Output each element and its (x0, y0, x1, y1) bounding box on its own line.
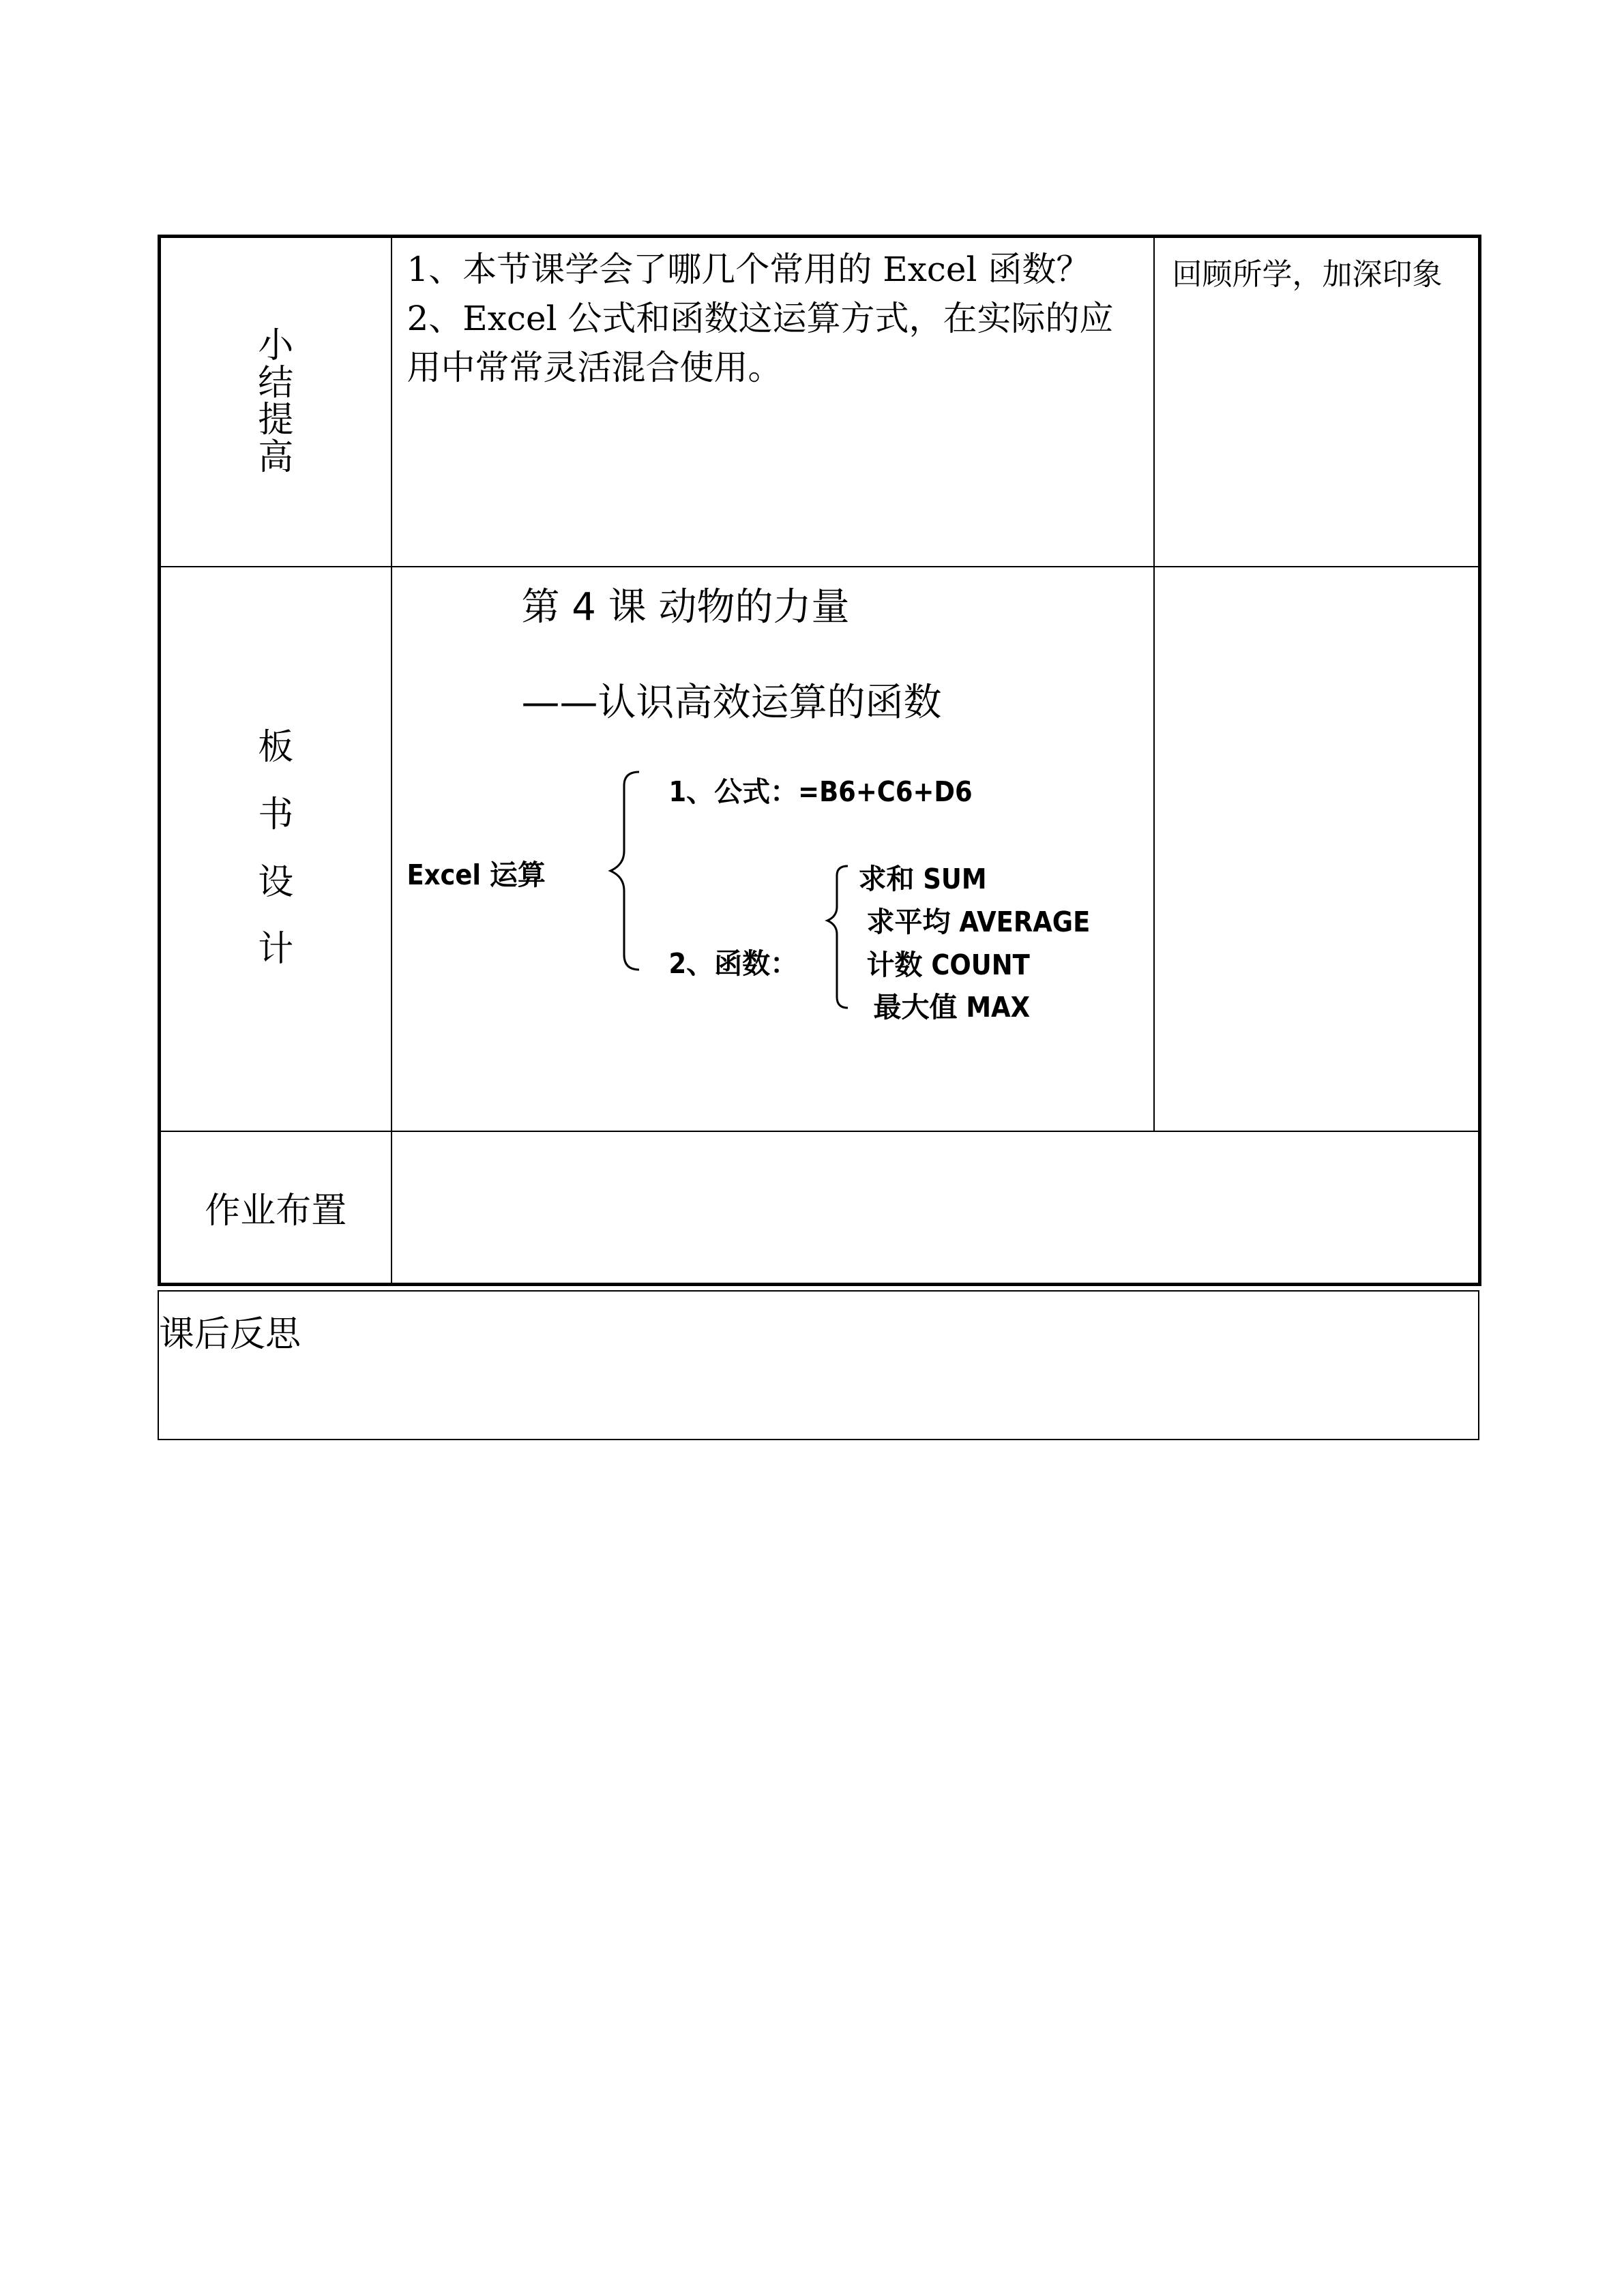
summary-text (392, 238, 1153, 392)
summary-line-2: 2、Excel 公式和函数这运算方式，在实际的应用中常常灵活混合使用。 (407, 299, 1114, 387)
summary-note: 回顾所学，加深印象 (1172, 257, 1443, 292)
board-functions-label: 2、函数： (668, 946, 799, 980)
function-item-count: 计数 COUNT (866, 948, 1030, 981)
main-brace (610, 772, 639, 970)
board-label: 板 书 设 计 (258, 726, 294, 970)
reflection-box (158, 1290, 1479, 1440)
homework-label-cell (160, 1131, 392, 1285)
summary-line-1: 1、本节课学会了哪几个常用的 Excel 函数？ (407, 250, 1091, 289)
homework-content-cell (392, 1131, 1480, 1285)
board-label-cell (160, 567, 392, 1131)
function-item-sum: 求和 SUM (858, 862, 987, 895)
summary-label: 小 结 提 高 (258, 325, 294, 478)
lesson-plan-table (158, 235, 1481, 1286)
board-formula: 1、公式：=B6+C6+D6 (668, 775, 973, 808)
homework-label: 作业布置 (205, 1190, 347, 1232)
board-content-cell (392, 567, 1154, 1131)
board-note-cell (1154, 567, 1480, 1131)
summary-row (160, 237, 1480, 567)
board-design-row (160, 567, 1480, 1131)
function-item-average: 求平均 AVERAGE (866, 905, 1091, 938)
summary-content-cell (392, 237, 1154, 567)
summary-note-cell (1154, 237, 1480, 567)
function-item-max: 最大值 MAX (873, 990, 1031, 1024)
reflection-label: 课后反思 (159, 1314, 301, 1355)
board-title: 第 4 课 动物的力量 (521, 584, 850, 629)
homework-row (160, 1131, 1480, 1285)
board-subtitle: ——认识高效运算的函数 (521, 680, 942, 725)
functions-brace (827, 866, 848, 1008)
summary-label-cell (160, 237, 392, 567)
board-root-label: Excel 运算 (407, 858, 546, 891)
